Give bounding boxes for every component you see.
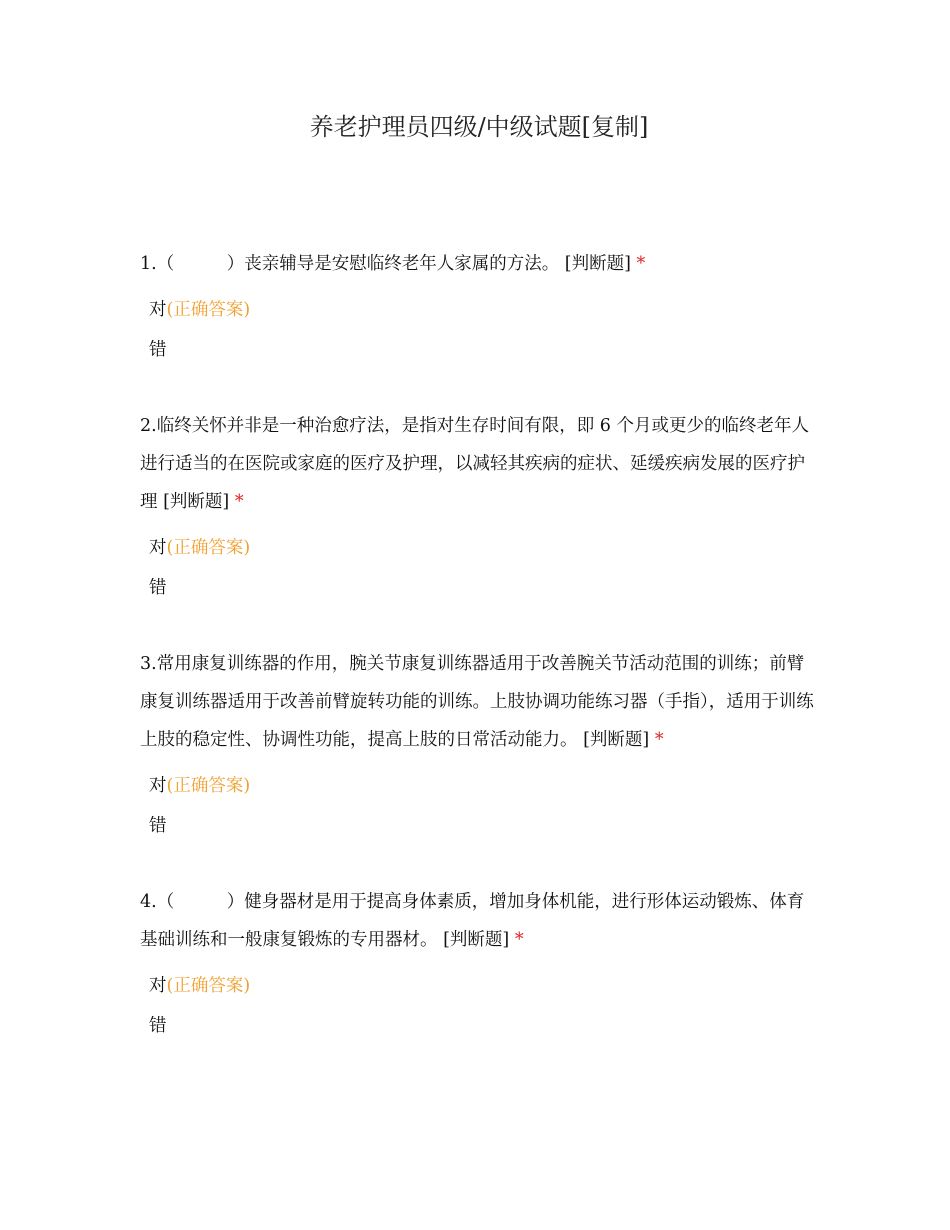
correct-answer-mark: (正确答案)	[166, 538, 251, 558]
question-1	[140, 245, 820, 283]
option-true[interactable]	[149, 536, 250, 560]
option-label: 错	[149, 578, 167, 598]
correct-answer-mark: (正确答案)	[166, 300, 251, 320]
option-false[interactable]	[149, 576, 167, 600]
question-type: [判断题]	[443, 930, 510, 950]
option-false[interactable]	[149, 338, 167, 362]
option-true[interactable]	[149, 774, 250, 798]
option-label: 对	[149, 538, 167, 558]
question-type: [判断题]	[564, 254, 631, 274]
correct-answer-mark: (正确答案)	[166, 776, 251, 796]
question-text: 3.常用康复训练器的作用，腕关节康复训练器适用于改善腕关节活动范围的训练；前臂康复训练器适用于改善前臂旋转功能的训练。上肢协调功能练习器（手指），适用于训练上肢的稳定性、协调性功能，提高上肢的日常活动能力。	[140, 654, 814, 750]
required-mark: *	[234, 492, 244, 512]
question-3	[140, 645, 820, 759]
required-mark: *	[654, 730, 664, 750]
question-2	[140, 407, 820, 521]
option-label: 错	[149, 340, 167, 360]
required-mark: *	[514, 930, 524, 950]
question-text: 4.（ ）健身器材是用于提高身体素质，增加身体机能，进行形体运动锻炼、体育基础训练和一般康复锻炼的专用器材。	[140, 892, 805, 950]
correct-answer-mark: (正确答案)	[166, 976, 251, 996]
question-text: 2.临终关怀并非是一种治愈疗法，是指对生存时间有限，即 6 个月或更少的临终老年人进行适当的在医院或家庭的医疗及护理，以减轻其疾病的症状、延缓疾病发展的医疗护理	[140, 416, 809, 512]
question-4	[140, 883, 820, 959]
option-label: 对	[149, 300, 167, 320]
option-false[interactable]	[149, 1014, 167, 1038]
required-mark: *	[636, 254, 646, 274]
option-true[interactable]	[149, 974, 250, 998]
option-false[interactable]	[149, 814, 167, 838]
question-type: [判断题]	[583, 730, 650, 750]
option-label: 错	[149, 1016, 167, 1036]
question-text: 1.（ ）丧亲辅导是安慰临终老年人家属的方法。	[140, 254, 560, 274]
option-label: 错	[149, 816, 167, 836]
option-true[interactable]	[149, 298, 250, 322]
option-label: 对	[149, 776, 167, 796]
option-label: 对	[149, 976, 167, 996]
page-title: 养老护理员四级/中级试题[复制]	[309, 113, 649, 141]
question-type: [判断题]	[163, 492, 230, 512]
